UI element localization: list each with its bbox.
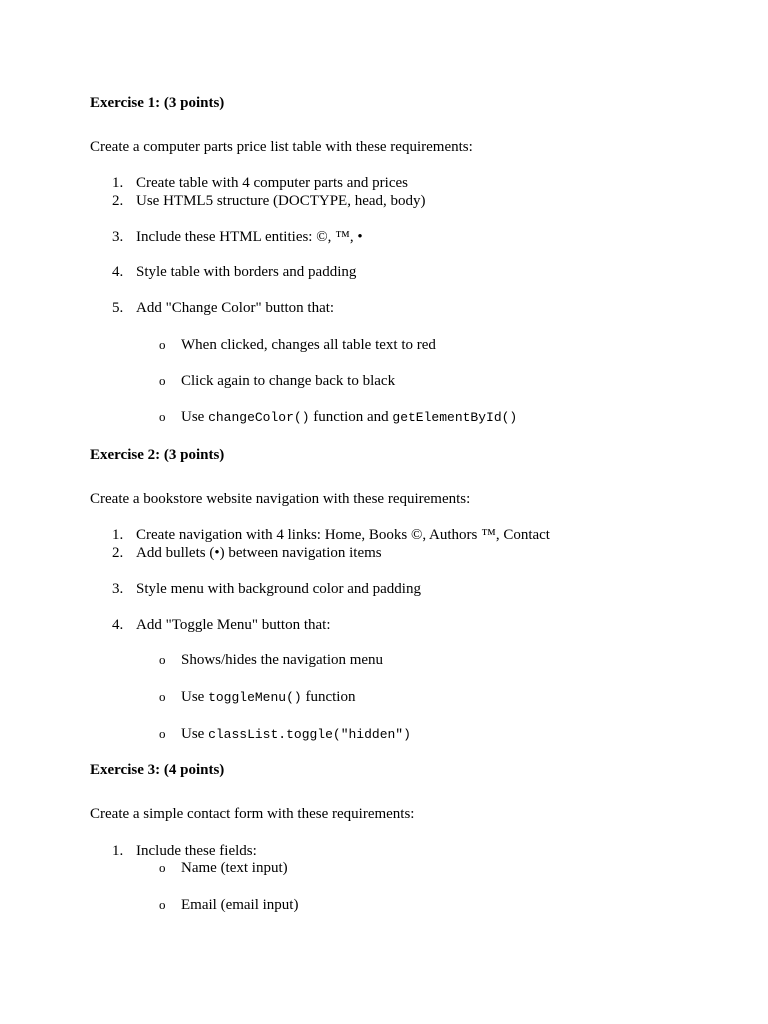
bullet-marker: o bbox=[159, 689, 166, 704]
sub-item-text: Shows/hides the navigation menu bbox=[181, 652, 384, 668]
list-item-text: Add "Change Color" button that: bbox=[136, 300, 335, 316]
list-item-text: Create navigation with 4 links: Home, Books ©, Authors ™, Contact bbox=[136, 527, 550, 543]
exercise-3-heading: Exercise 3: (4 points) bbox=[90, 762, 225, 778]
list-number: 1. bbox=[112, 527, 124, 543]
list-item-text: Include these HTML entities: ©, ™, • bbox=[136, 229, 363, 245]
sub-item-text: Use bbox=[181, 409, 209, 425]
code-snippet: changeColor() bbox=[208, 410, 310, 425]
sub-list-item bbox=[159, 859, 288, 877]
list-number: 1. bbox=[112, 843, 124, 859]
list-item bbox=[112, 616, 331, 634]
bullet-marker: o bbox=[159, 726, 166, 741]
exercise-1-intro: Create a computer parts price list table with these requirements: bbox=[90, 139, 473, 155]
list-item-text: Style table with borders and padding bbox=[136, 264, 357, 280]
sub-item-text: Click again to change back to black bbox=[181, 373, 396, 389]
sub-list-item bbox=[159, 688, 355, 707]
list-number: 3. bbox=[112, 581, 124, 597]
list-item-text: Use HTML5 structure (DOCTYPE, head, body) bbox=[136, 193, 426, 209]
list-item bbox=[112, 174, 408, 192]
bullet-marker: o bbox=[159, 337, 166, 352]
bullet-marker: o bbox=[159, 409, 166, 424]
code-snippet: classList.toggle("hidden") bbox=[208, 727, 411, 742]
list-number: 2. bbox=[112, 193, 124, 209]
list-item bbox=[112, 544, 382, 562]
bullet-marker: o bbox=[159, 860, 166, 875]
sub-item-text: When clicked, changes all table text to red bbox=[181, 337, 436, 353]
code-snippet: getElementById() bbox=[392, 410, 518, 425]
sub-list-item bbox=[159, 651, 383, 669]
exercise-2-intro: Create a bookstore website navigation with these requirements: bbox=[90, 491, 471, 507]
list-number: 5. bbox=[112, 300, 124, 316]
list-item bbox=[112, 228, 363, 246]
bullet-marker: o bbox=[159, 373, 166, 388]
exercise-1-heading: Exercise 1: (3 points) bbox=[90, 95, 225, 111]
exercise-3-intro: Create a simple contact form with these requirements: bbox=[90, 806, 415, 822]
sub-list-item bbox=[159, 725, 411, 744]
list-item bbox=[112, 580, 421, 598]
bullet-marker: o bbox=[159, 652, 166, 667]
sub-item-text: function and bbox=[309, 409, 393, 425]
list-item-text: Add "Toggle Menu" button that: bbox=[136, 617, 331, 633]
list-number: 2. bbox=[112, 545, 124, 561]
sub-item-text: Use bbox=[181, 689, 209, 705]
list-item-text: Style menu with background color and padding bbox=[136, 581, 421, 597]
sub-item-text: function bbox=[301, 689, 356, 705]
sub-item-text: Use bbox=[181, 726, 209, 742]
list-item bbox=[112, 299, 334, 317]
sub-item-text: Email (email input) bbox=[181, 897, 299, 913]
list-item-text: Include these fields: bbox=[136, 843, 257, 859]
sub-list-item bbox=[159, 336, 436, 354]
list-item bbox=[112, 192, 426, 210]
list-number: 1. bbox=[112, 175, 124, 191]
sub-list-item bbox=[159, 408, 517, 427]
sub-list-item bbox=[159, 896, 298, 914]
list-item bbox=[112, 842, 257, 860]
sub-item-text: Name (text input) bbox=[181, 860, 288, 876]
exercise-2-heading: Exercise 2: (3 points) bbox=[90, 447, 225, 463]
bullet-marker: o bbox=[159, 897, 166, 912]
list-item bbox=[112, 526, 550, 544]
list-item-text: Create table with 4 computer parts and prices bbox=[136, 175, 408, 191]
list-number: 3. bbox=[112, 229, 124, 245]
list-item bbox=[112, 263, 356, 281]
list-number: 4. bbox=[112, 264, 124, 280]
list-item-text: Add bullets (•) between navigation items bbox=[136, 545, 382, 561]
sub-list-item bbox=[159, 372, 395, 390]
list-number: 4. bbox=[112, 617, 124, 633]
code-snippet: toggleMenu() bbox=[208, 690, 302, 705]
